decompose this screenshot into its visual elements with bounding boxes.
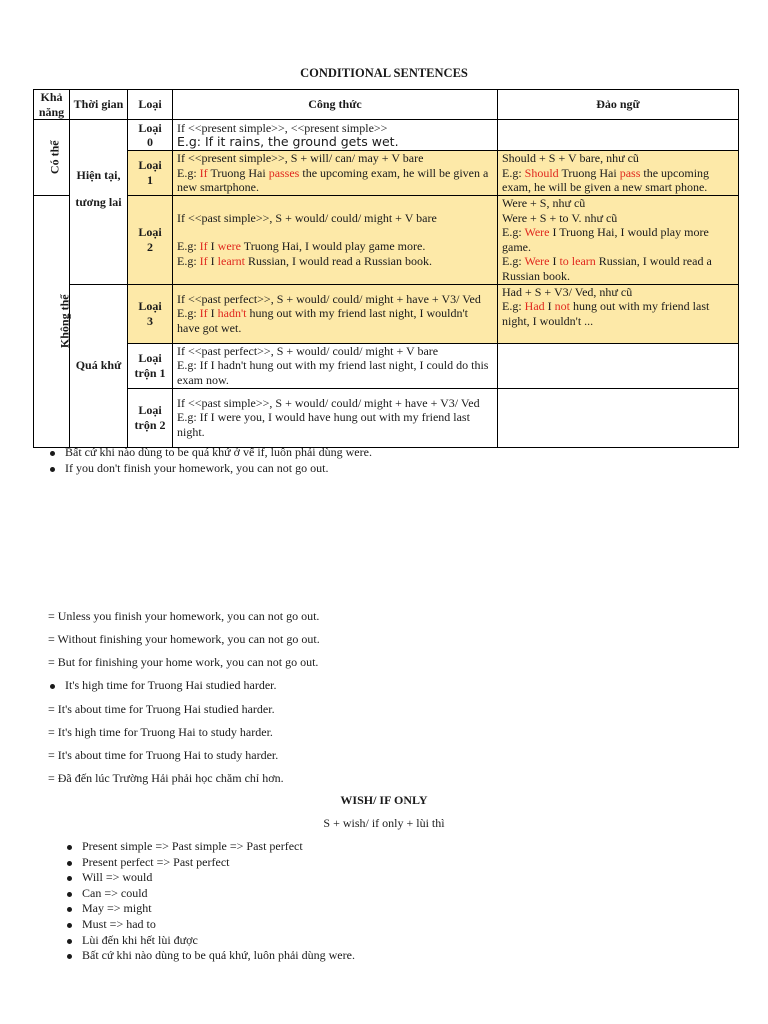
loai-tron-2: Loại trộn 2 [128, 388, 173, 447]
wish-formula: S + wish/ if only + lùi thì [323, 816, 445, 830]
equivalent-line: = Unless you finish your homework, you can not go out. [48, 609, 320, 623]
formula-loai-0: If <<present simple>>, <<present simple>> E.g: If it rains, the ground gets wet. [173, 120, 498, 151]
formula-loai-1: If <<present simple>>, S + will/ can/ may + V bare E.g: If Truong Hai passes the upcoming exam, he will be given a new smartphone. [173, 151, 498, 196]
loai-1: Loại 1 [128, 151, 173, 196]
header-cong-thuc: Công thức [173, 90, 498, 120]
inversion-loai-3: Had + S + V3/ Ved, như cũ E.g: Had I not hung out with my friend last night, I wouldn't ... [498, 284, 739, 343]
kha-nang-khong-the: Không thể [34, 195, 70, 447]
table-row [34, 120, 739, 151]
formula-loai-3: If <<past perfect>>, S + would/ could/ might + have + V3/ Ved E.g: If I hadn't hung out with my friend last night, I wouldn't have got wet. [173, 284, 498, 343]
list-item: Bất cứ khi nào dùng to be quá khứ, luôn phải dùng were. [82, 948, 355, 963]
list-item: It's high time for Truong Hai studied harder. [65, 678, 277, 692]
conditional-table [33, 89, 739, 448]
header-dao-ngu: Đảo ngữ [498, 90, 739, 120]
loai-0: Loại 0 [128, 120, 173, 151]
loai-tron-1: Loại trộn 1 [128, 343, 173, 388]
table-row [34, 151, 739, 196]
list-item: Must => had to [82, 917, 355, 933]
list-item: Can => could [82, 886, 355, 902]
inversion-loai-1: Should + S + V bare, như cũ E.g: Should Truong Hai pass the upcoming exam, he will be given a new smart phone. [498, 151, 739, 196]
list-item: If you don't finish your homework, you can not go out. [65, 461, 372, 477]
loai-2: Loại 2 [128, 195, 173, 284]
inversion-loai-tron-2 [498, 388, 739, 447]
document-title: CONDITIONAL SENTENCES [300, 66, 468, 80]
wish-heading: WISH/ IF ONLY [340, 793, 428, 807]
equivalent-line: = Đã đến lúc Trường Hải phải học chăm chỉ hơn. [48, 771, 284, 785]
high-time-list [65, 678, 276, 694]
table-header-row [34, 90, 739, 120]
table-row [34, 343, 739, 388]
wish-list [82, 839, 355, 964]
list-item: May => might [82, 901, 355, 917]
table-row [34, 388, 739, 447]
formula-loai-2: If <<past simple>>, S + would/ could/ might + V bare E.g: If I were Truong Hai, I would play game more. E.g: If I learnt Russian, I would read a Russian book. [173, 195, 498, 284]
inversion-loai-2: Were + S, như cũ Were + S + to V. như cũ E.g: Were I Truong Hai, I would play more game. E.g: Were I to learn Russian, I would read a Russian book. [498, 195, 739, 284]
loai-3: Loại 3 [128, 284, 173, 343]
equivalent-line: = Without finishing your homework, you can not go out. [48, 632, 320, 646]
inversion-loai-tron-1 [498, 343, 739, 388]
header-kha-nang: Khả năng [34, 90, 70, 120]
notes-list [65, 445, 372, 476]
equivalent-line: = It's about time for Truong Hai to study harder. [48, 748, 279, 762]
table-row [34, 195, 739, 284]
table-row [34, 284, 739, 343]
kha-nang-co-the: Có thể [34, 120, 70, 196]
list-item: Present simple => Past simple => Past perfect [82, 839, 355, 855]
formula-loai-tron-1: If <<past perfect>>, S + would/ could/ might + V bare E.g: If I hadn't hung out with my friend last night, I could do this exam now. [173, 343, 498, 388]
thoi-gian-hien-tai: Hiện tại, tương lai [70, 120, 128, 285]
equivalent-line: = But for finishing your home work, you can not go out. [48, 655, 319, 669]
equivalent-line: = It's high time for Truong Hai to study harder. [48, 725, 273, 739]
header-thoi-gian: Thời gian [70, 90, 128, 120]
list-item: Will => would [82, 870, 355, 886]
formula-loai-tron-2: If <<past simple>>, S + would/ could/ might + have + V3/ Ved E.g: If I were you, I would have hung out with my friend last night. [173, 388, 498, 447]
header-loai: Loại [128, 90, 173, 120]
list-item: Lùi đến khi hết lùi được [82, 933, 355, 949]
inversion-loai-0 [498, 120, 739, 151]
thoi-gian-qua-khu: Quá khứ [70, 284, 128, 447]
list-item: Present perfect => Past perfect [82, 855, 355, 871]
list-item: Bất cứ khi nào dùng to be quá khứ ở vế if, luôn phải dùng were. [65, 445, 372, 459]
equivalent-line: = It's about time for Truong Hai studied harder. [48, 702, 275, 716]
